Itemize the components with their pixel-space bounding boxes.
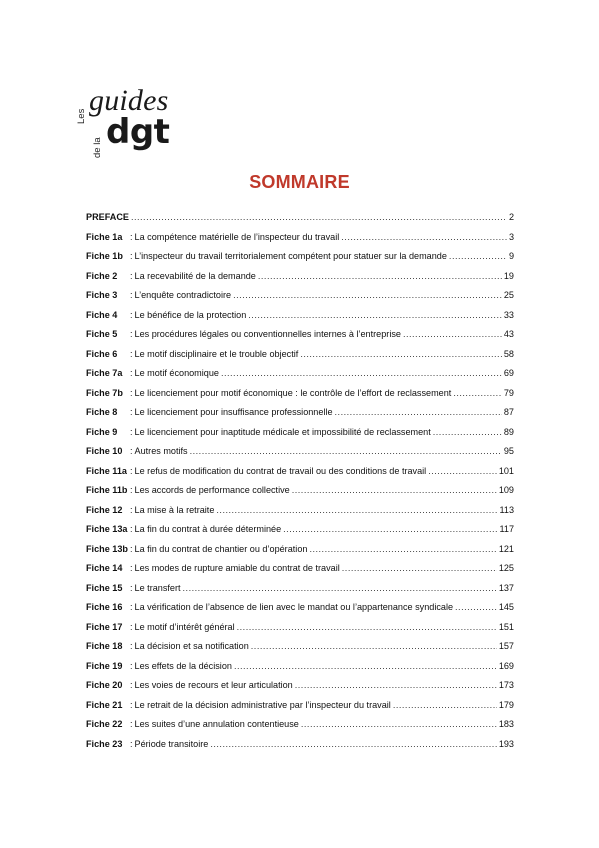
toc-entry-title: La recevabilité de la demande: [134, 270, 256, 281]
toc-entry-separator: :: [130, 524, 133, 534]
toc-entry-separator: :: [130, 231, 133, 242]
logo-guides-text: guides: [89, 84, 169, 117]
toc-entry[interactable]: [86, 700, 514, 720]
logo-les-text: Les: [76, 108, 87, 124]
toc-entry-code: Fiche 11b: [86, 485, 128, 495]
toc-dot-leader: [131, 212, 507, 222]
toc-entry-code: Fiche 4: [86, 309, 118, 320]
toc-entry-page-number: 117: [499, 524, 514, 534]
toc-entry-page-number: 179: [498, 699, 514, 710]
toc-dot-leader: [393, 700, 497, 710]
toc-entry-title: L’inspecteur du travail territorialement compétent pour statuer sur la demande: [134, 251, 447, 261]
toc-entry-title: Le licenciement pour motif économique : le contrôle de l’effort de reclassement: [134, 387, 452, 398]
toc-entry-separator: :: [130, 290, 133, 300]
toc-entry[interactable]: [86, 427, 514, 447]
toc-entry-code: Fiche 11a: [86, 465, 127, 476]
table-of-contents: [86, 212, 514, 758]
toc-entry[interactable]: [86, 329, 514, 349]
toc-entry-title: Le refus de modification du contrat de travail ou des conditions de travail: [134, 465, 427, 476]
toc-entry-code: Fiche 10: [86, 446, 123, 456]
toc-entry[interactable]: [86, 349, 514, 369]
toc-entry[interactable]: [86, 739, 514, 759]
toc-dot-leader: [251, 641, 497, 651]
toc-entry-page-number: 2: [508, 212, 514, 222]
toc-entry-title: Autres motifs: [134, 446, 188, 456]
toc-entry-code: Fiche 2: [86, 270, 118, 281]
toc-entry-page-number: 33: [503, 309, 514, 320]
toc-entry[interactable]: [86, 388, 514, 408]
toc-entry-title: Le motif disciplinaire et le trouble objectif: [134, 348, 299, 359]
toc-entry-code: Fiche 16: [86, 602, 123, 612]
toc-dot-leader: [455, 602, 497, 612]
toc-entry[interactable]: [86, 407, 514, 427]
toc-dot-leader: [292, 485, 497, 495]
toc-entry-code: Fiche 23: [86, 738, 123, 749]
toc-entry-code: Fiche 1a: [86, 231, 123, 242]
toc-entry-title: La décision et sa notification: [134, 641, 249, 651]
toc-entry-title: L’enquête contradictoire: [134, 290, 232, 300]
toc-dot-leader: [300, 349, 502, 359]
toc-entry-page-number: 113: [499, 504, 514, 515]
toc-entry-separator: :: [130, 680, 133, 690]
toc-entry[interactable]: [86, 466, 514, 486]
toc-entry[interactable]: [86, 290, 514, 310]
toc-dot-leader: [234, 661, 497, 671]
toc-entry-title: Les accords de performance collective: [134, 485, 290, 495]
toc-dot-leader: [248, 310, 502, 320]
toc-dot-leader: [237, 622, 497, 632]
toc-entry-code: Fiche 12: [86, 504, 123, 515]
toc-entry-page-number: 145: [498, 602, 514, 612]
toc-entry-page-number: 173: [498, 680, 514, 690]
toc-entry[interactable]: [86, 602, 514, 622]
toc-entry-title: Période transitoire: [134, 738, 209, 749]
toc-entry[interactable]: [86, 661, 514, 681]
toc-entry-page-number: 151: [498, 621, 514, 632]
toc-entry-code: Fiche 20: [86, 680, 123, 690]
toc-dot-leader: [283, 524, 497, 534]
toc-entry-separator: :: [130, 309, 133, 320]
toc-entry-separator: :: [130, 621, 133, 632]
toc-dot-leader: [233, 290, 502, 300]
toc-entry-page-number: 137: [498, 582, 514, 593]
toc-entry-page-number: 121: [498, 543, 514, 554]
toc-entry-page-number: 79: [503, 387, 514, 398]
toc-dot-leader: [428, 466, 497, 476]
toc-entry-page-number: 3: [508, 231, 514, 242]
toc-entry-separator: :: [130, 465, 133, 476]
toc-entry-separator: :: [130, 504, 133, 515]
toc-entry-code: Fiche 18: [86, 641, 123, 651]
toc-entry-code: Fiche 17: [86, 621, 123, 632]
toc-entry[interactable]: [86, 271, 514, 291]
toc-entry-separator: :: [130, 368, 133, 378]
toc-entry[interactable]: [86, 622, 514, 642]
toc-entry-title: Les suites d’une annulation contentieuse: [134, 719, 299, 729]
toc-entry-page-number: 19: [503, 270, 514, 281]
toc-entry-title: La vérification de l’absence de lien avec le mandat ou l’appartenance syndicale: [134, 602, 454, 612]
toc-entry-separator: :: [130, 426, 133, 437]
dgt-guides-logo: [74, 86, 214, 166]
toc-entry-title: La fin du contrat à durée déterminée: [134, 524, 282, 534]
toc-entry-separator: :: [130, 251, 133, 261]
toc-entry[interactable]: [86, 310, 514, 330]
toc-entry[interactable]: [86, 563, 514, 583]
toc-entry-code: PREFACE: [86, 212, 129, 222]
toc-entry-page-number: 25: [503, 290, 514, 300]
toc-entry-title: Le licenciement pour inaptitude médicale et impossibilité de reclassement: [134, 426, 431, 437]
toc-entry-page-number: 9: [508, 251, 514, 261]
toc-entry-separator: :: [130, 738, 133, 749]
toc-entry-title: Le licenciement pour insuffisance professionnelle: [134, 407, 333, 417]
toc-dot-leader: [190, 446, 502, 456]
page-title: SOMMAIRE: [249, 172, 350, 192]
toc-entry-separator: :: [130, 699, 133, 710]
toc-entry-code: Fiche 21: [86, 699, 123, 710]
toc-entry-title: La fin du contrat de chantier ou d’opération: [134, 543, 308, 554]
toc-dot-leader: [449, 251, 507, 261]
toc-entry[interactable]: [86, 524, 514, 544]
toc-entry-page-number: 95: [503, 446, 514, 456]
toc-entry-separator: :: [130, 602, 133, 612]
toc-entry-separator: :: [130, 329, 133, 339]
toc-dot-leader: [433, 427, 502, 437]
toc-entry-code: Fiche 6: [86, 348, 118, 359]
toc-entry-code: Fiche 19: [86, 660, 123, 671]
toc-entry[interactable]: [86, 251, 514, 271]
toc-entry-code: Fiche 7a: [86, 368, 123, 378]
toc-entry-page-number: 43: [503, 329, 514, 339]
toc-entry-title: Le transfert: [134, 582, 181, 593]
toc-entry[interactable]: [86, 719, 514, 739]
toc-entry-code: Fiche 9: [86, 426, 118, 437]
toc-entry-title: Le motif d’intérêt général: [134, 621, 235, 632]
toc-entry-title: La mise à la retraite: [134, 504, 215, 515]
toc-entry-page-number: 69: [503, 368, 514, 378]
toc-entry-separator: :: [130, 348, 133, 359]
toc-entry-page-number: 183: [498, 719, 514, 729]
toc-dot-leader: [258, 271, 502, 281]
toc-entry-code: Fiche 7b: [86, 387, 123, 398]
logo-dgt-text: dgt: [106, 112, 170, 152]
toc-entry[interactable]: [86, 212, 514, 232]
toc-entry-separator: :: [130, 563, 133, 573]
toc-dot-leader: [210, 739, 496, 749]
toc-entry-separator: :: [130, 485, 133, 495]
toc-dot-leader: [221, 368, 502, 378]
toc-dot-leader: [183, 583, 497, 593]
toc-entry[interactable]: [86, 485, 514, 505]
toc-entry[interactable]: [86, 583, 514, 603]
toc-entry-title: La compétence matérielle de l’inspecteur du travail: [134, 231, 340, 242]
toc-dot-leader: [335, 407, 502, 417]
toc-entry-title: Les procédures légales ou conventionnelles internes à l’entreprise: [134, 329, 401, 339]
toc-entry-code: Fiche 8: [86, 407, 118, 417]
toc-entry-code: Fiche 1b: [86, 251, 123, 261]
toc-entry-page-number: 58: [503, 348, 514, 359]
toc-dot-leader: [309, 544, 496, 554]
toc-entry-code: Fiche 3: [86, 290, 118, 300]
toc-entry-code: Fiche 13a: [86, 524, 128, 534]
toc-entry-page-number: 87: [503, 407, 514, 417]
toc-dot-leader: [295, 680, 497, 690]
toc-entry-separator: :: [130, 719, 133, 729]
toc-entry-code: Fiche 13b: [86, 543, 128, 554]
toc-entry[interactable]: [86, 232, 514, 252]
toc-entry-code: Fiche 14: [86, 563, 123, 573]
toc-entry-page-number: 169: [498, 660, 514, 671]
toc-entry[interactable]: [86, 446, 514, 466]
logo-de-la-text: de la: [92, 137, 103, 158]
toc-entry-separator: :: [130, 446, 133, 456]
toc-entry-separator: :: [130, 582, 133, 593]
toc-entry-separator: :: [130, 270, 133, 281]
toc-entry-title: Le motif économique: [134, 368, 219, 378]
toc-entry-title: Le bénéfice de la protection: [134, 309, 247, 320]
toc-entry-title: Le retrait de la décision administrative par l’inspecteur du travail: [134, 699, 391, 710]
toc-entry-code: Fiche 15: [86, 582, 123, 593]
toc-entry[interactable]: [86, 680, 514, 700]
toc-entry[interactable]: [86, 368, 514, 388]
toc-dot-leader: [216, 505, 497, 515]
toc-entry-page-number: 193: [498, 738, 514, 749]
toc-entry-page-number: 109: [498, 485, 514, 495]
toc-entry[interactable]: [86, 641, 514, 661]
toc-entry-page-number: 157: [498, 641, 514, 651]
toc-entry-separator: :: [130, 407, 133, 417]
toc-entry-page-number: 101: [498, 465, 514, 476]
toc-entry[interactable]: [86, 505, 514, 525]
toc-dot-leader: [342, 563, 497, 573]
toc-entry-title: Les effets de la décision: [134, 660, 232, 671]
toc-entry-separator: :: [130, 543, 133, 554]
toc-dot-leader: [403, 329, 502, 339]
toc-entry-page-number: 89: [503, 426, 514, 437]
toc-entry-title: Les voies de recours et leur articulation: [134, 680, 293, 690]
toc-entry-separator: :: [130, 660, 133, 671]
toc-dot-leader: [341, 232, 507, 242]
toc-entry[interactable]: [86, 544, 514, 564]
toc-dot-leader: [453, 388, 502, 398]
toc-dot-leader: [301, 719, 497, 729]
toc-entry-page-number: 125: [498, 563, 514, 573]
toc-entry-code: Fiche 5: [86, 329, 118, 339]
toc-entry-separator: :: [130, 387, 133, 398]
toc-entry-title: Les modes de rupture amiable du contrat de travail: [134, 563, 340, 573]
toc-entry-separator: :: [130, 641, 133, 651]
toc-entry-code: Fiche 22: [86, 719, 123, 729]
